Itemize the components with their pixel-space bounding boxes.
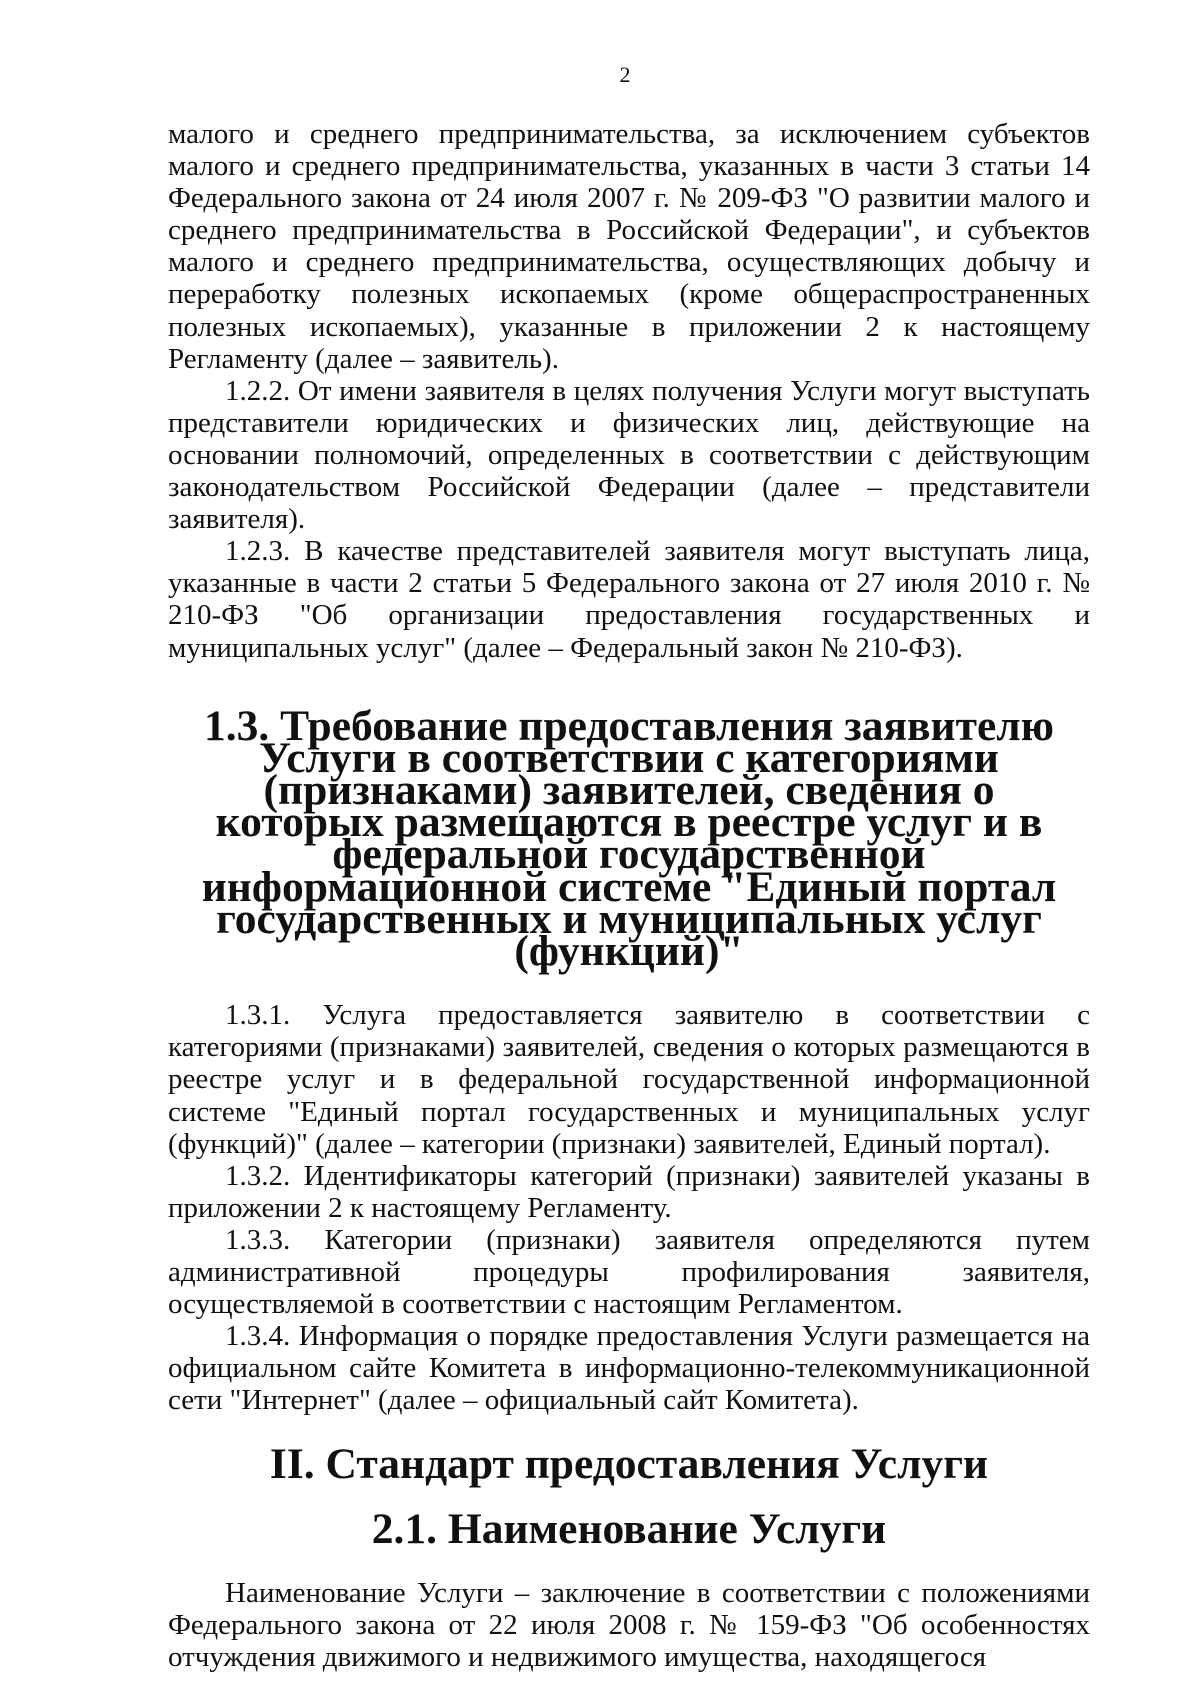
paragraph-1-3-2: 1.3.2. Идентификаторы категорий (признаки) заявителей указаны в приложении 2 к настоящему Регламенту. [168, 1159, 1090, 1224]
paragraph-1-2-2: 1.2.2. От имени заявителя в целях получения Услуги могут выступать представители юридических и физических лиц, действующие на основании полномочий, определенных в соответствии с действующим законодательством Российской Федерации (далее – представители заявителя). [168, 374, 1090, 536]
paragraph-1-3-1: 1.3.1. Услуга предоставляется заявителю в соответствии с категориями (признаками) заявителей, сведения о которых размещаются в реестре услуг и в федеральной государственной информационной системе "Единый портал государственных и муниципальных услуг (функций)" (далее – категории (признаки) заявителей, Единый портал). [168, 999, 1090, 1160]
page-number: 2 [619, 62, 631, 87]
paragraph-applicant-definition: малого и среднего предпринимательства, за исключением субъектов малого и среднего предпринимательства, указанных в части 3 статьи 14 Федерального закона от 24 июля 2007 г. № 209-ФЗ "О развитии малого и среднего предпринимательства в Российской Федерации", и субъектов малого и среднего предпринимательства, осуществляющих добычу и переработку полезных ископаемых (кроме общераспространенных полезных ископаемых), указанные в приложении 2 к настоящему Регламенту (далее – заявитель). [168, 118, 1090, 375]
section-heading-2: II. Стандарт предоставления Услуги [269, 1440, 989, 1489]
section-heading-2-1: 2.1. Наименование Услуги [371, 1504, 887, 1553]
section-heading-1-3: 1.3. Требование предоставления заявителю Услуги в соответствии с категориями (признаками) заявителей, сведения о которых размещаются в реестре услуг и в федеральной государственной информационной системе "Единый портал государственных и муниципальных услуг (функций)" [201, 701, 1057, 976]
paragraph-2-1: Наименование Услуги – заключение в соответствии с положениями Федерального закона от 22 июля 2008 г. № 159-ФЗ "Об особенностях отчуждения движимого и недвижимого имущества, находящегося [168, 1576, 1090, 1674]
paragraph-1-3-4: 1.3.4. Информация о порядке предоставления Услуги размещается на официальном сайте Комитета в информационно-телекоммуникационной сети "Интернет" (далее – официальный сайт Комитета). [168, 1320, 1090, 1417]
paragraph-1-2-3: 1.2.3. В качестве представителей заявителя могут выступать лица, указанные в части 2 статьи 5 Федерального закона от 27 июля 2010 г. № 210-ФЗ "Об организации предоставления государственных и муниципальных услуг" (далее – Федеральный закон № 210-ФЗ). [168, 535, 1090, 664]
document-body [168, 118, 1090, 1673]
paragraph-1-3-3: 1.3.3. Категории (признаки) заявителя определяются путем административной процедуры профилирования заявителя, осуществляемой в соответствии с настоящим Регламентом. [168, 1223, 1090, 1321]
